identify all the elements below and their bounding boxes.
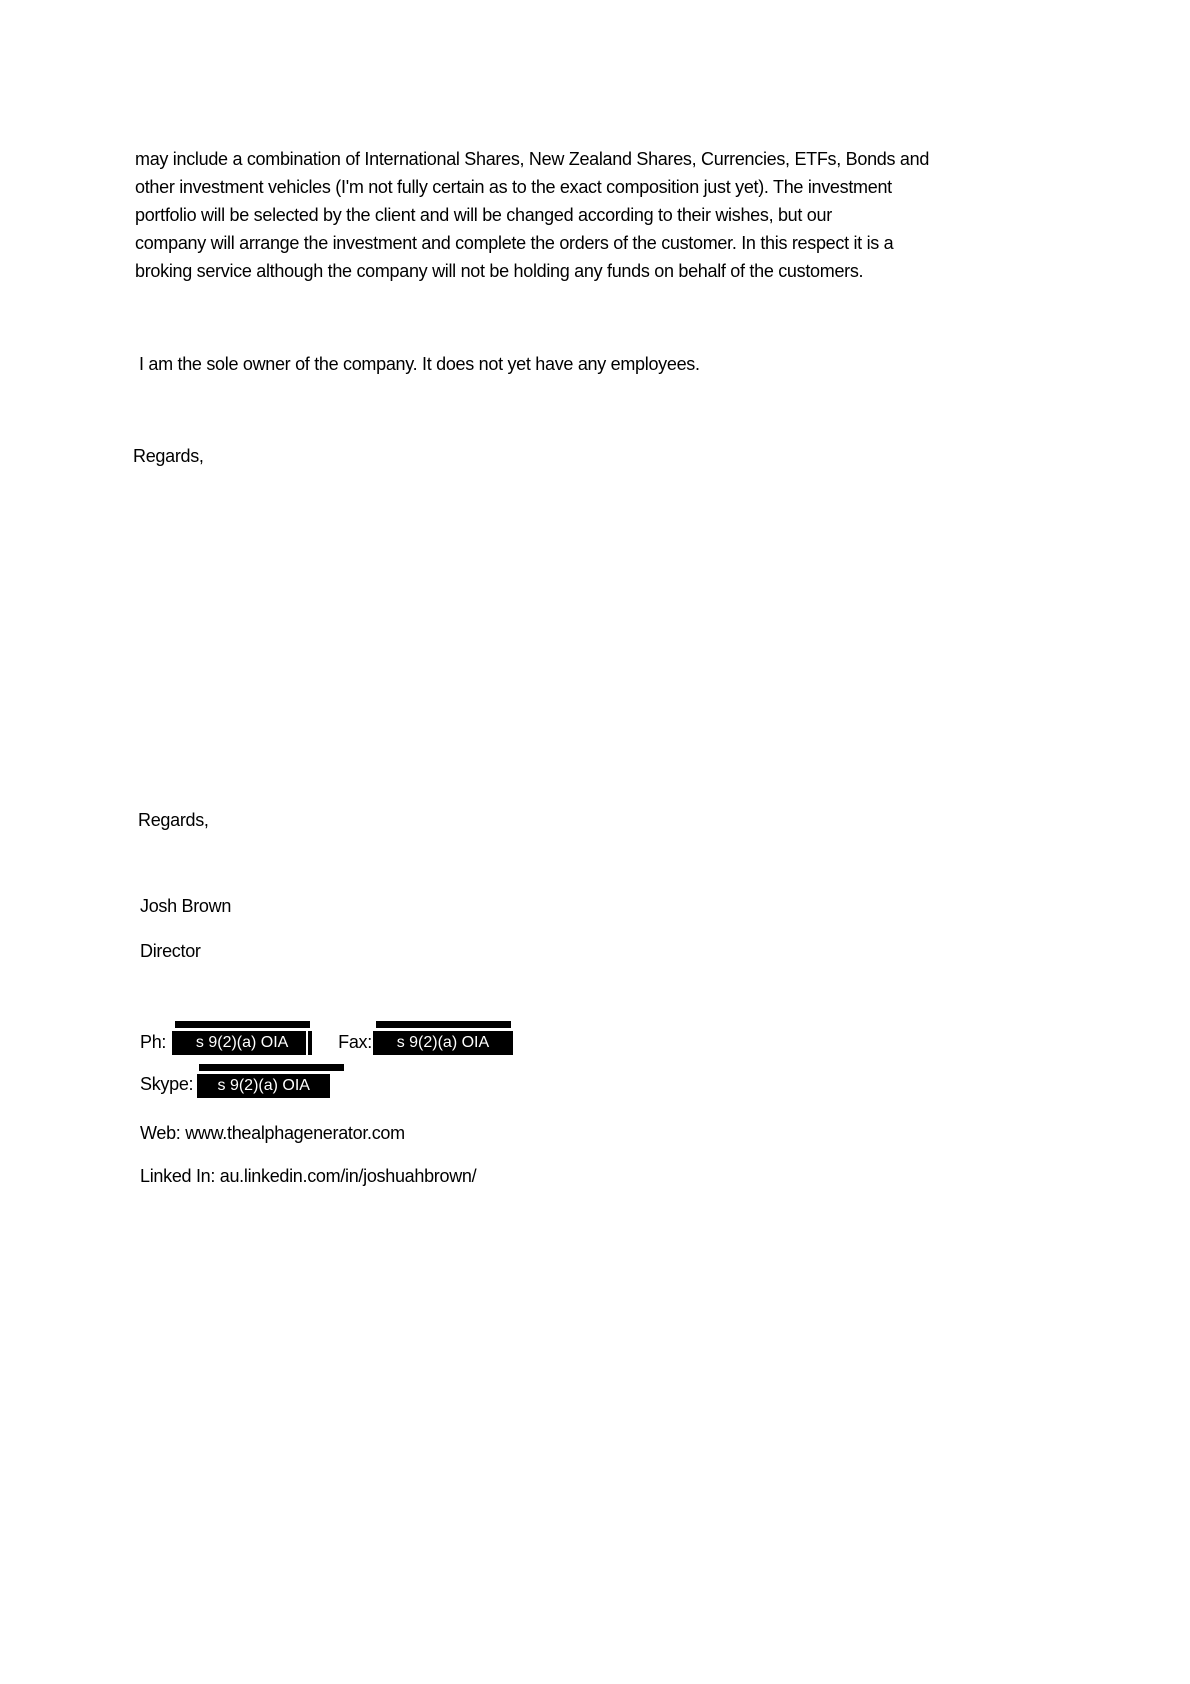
body-paragraph <box>135 145 929 285</box>
skype-label: Skype: <box>140 1074 194 1094</box>
redaction-bar <box>376 1021 511 1028</box>
paragraph-line: portfolio will be selected by the client and will be changed according to their wishes, but our <box>135 205 832 225</box>
redaction-text: s 9(2)(a) OIA <box>373 1031 513 1055</box>
closing-salutation: Regards, <box>133 446 204 466</box>
redaction-text: s 9(2)(a) OIA <box>172 1031 312 1055</box>
fax-redaction-box <box>373 1021 513 1055</box>
paragraph-line: other investment vehicles (I'm not fully certain as to the exact composition just yet). The investment <box>135 177 892 197</box>
ownership-statement: I am the sole owner of the company. It does not yet have any employees. <box>139 354 700 374</box>
website-line: Web: www.thealphagenerator.com <box>140 1123 405 1143</box>
closing-salutation: Regards, <box>138 810 209 830</box>
signature-title: Director <box>140 941 201 961</box>
skype-redaction-box <box>197 1064 330 1098</box>
paragraph-line: may include a combination of International Shares, New Zealand Shares, Currencies, ETFs, Bonds and <box>135 149 930 169</box>
phone-redaction-box <box>172 1021 312 1055</box>
paragraph-line: broking service although the company will not be holding any funds on behalf of the customers. <box>135 261 864 281</box>
redaction-text: s 9(2)(a) OIA <box>197 1074 330 1098</box>
paragraph-line: company will arrange the investment and complete the orders of the customer. In this respect it is a <box>135 233 894 253</box>
phone-fax-row <box>140 1021 513 1056</box>
signature-name: Josh Brown <box>140 896 232 916</box>
phone-label: Ph: <box>140 1032 167 1052</box>
redaction-bar <box>175 1021 310 1028</box>
redaction-bar <box>199 1064 344 1071</box>
linkedin-line: Linked In: au.linkedin.com/in/joshuahbrown/ <box>140 1166 477 1186</box>
fax-label: Fax: <box>338 1032 372 1052</box>
skype-row <box>140 1064 330 1098</box>
